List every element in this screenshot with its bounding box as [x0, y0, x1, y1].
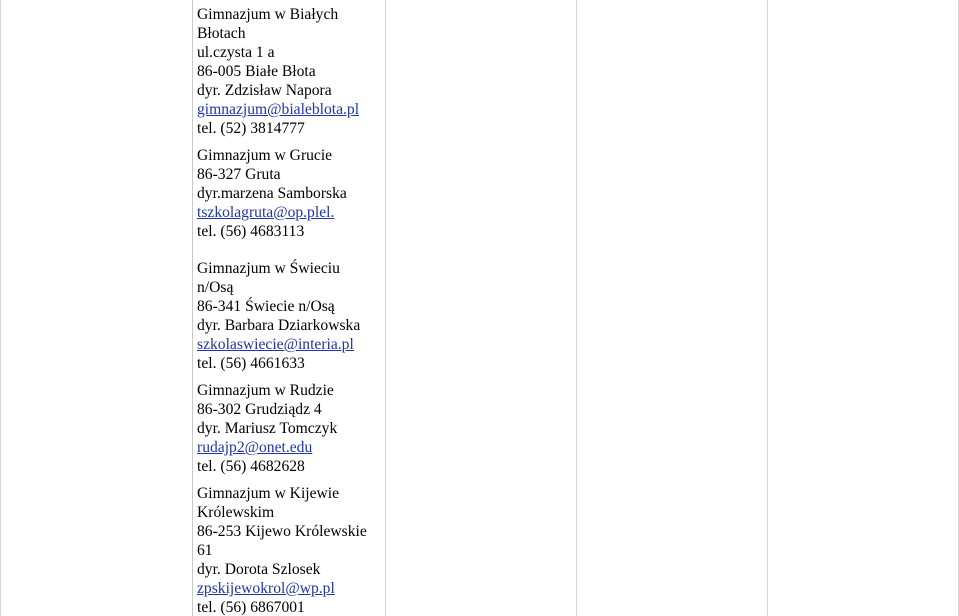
email-link[interactable]: tszkolagruta@op.plel.: [197, 204, 335, 221]
address-line: ul.czysta 1 a: [197, 44, 275, 61]
school-name-line: Gimnazjum w Kijewie: [197, 485, 340, 502]
school-name-line: Błotach: [197, 25, 246, 42]
school-name-line: Gimnazjum w Rudzie: [197, 382, 334, 399]
postal-line: 86-327 Gruta: [197, 166, 281, 183]
table-column-divider-3: [576, 0, 577, 616]
postal-line: 86-253 Kijewo Królewskie: [197, 523, 367, 540]
phone-line: tel. (56) 4682628: [197, 458, 305, 475]
table-column-divider-2: [385, 0, 386, 616]
phone-line: tel. (52) 3814777: [197, 120, 305, 137]
school-entry-ruda: [197, 381, 383, 476]
email-link[interactable]: szkolaswiecie@interia.pl: [197, 336, 354, 353]
postal-line: 86-341 Świecie n/Osą: [197, 298, 335, 315]
school-entry-gruta: [197, 146, 383, 241]
school-name-line: Gimnazjum w Białych: [197, 6, 339, 23]
director-line: dyr. Mariusz Tomczyk: [197, 420, 338, 437]
school-list: [197, 5, 383, 616]
director-line: dyr. Barbara Dziarkowska: [197, 317, 361, 334]
school-name-line: Królewskim: [197, 504, 275, 521]
school-name-line: Gimnazjum w Grucie: [197, 147, 333, 164]
school-name-line: Gimnazjum w Świeciu: [197, 260, 340, 277]
postal-line: 86-302 Grudziądz 4: [197, 401, 322, 418]
phone-line: tel. (56) 4683113: [197, 223, 305, 240]
postal-line: 86-005 Białe Błota: [197, 63, 316, 80]
director-line: dyr. Dorota Szlosek: [197, 561, 321, 578]
school-entry-biale-blota: [197, 5, 383, 138]
director-line: dyr. Zdzisław Napora: [197, 82, 332, 99]
director-line: dyr.marzena Samborska: [197, 185, 347, 202]
table-border-left: [0, 0, 1, 616]
phone-line: tel. (56) 4661633: [197, 355, 305, 372]
school-entry-swiecie: [197, 259, 383, 373]
email-link[interactable]: zpskijewokrol@wp.pl: [197, 580, 335, 597]
address-line: 61: [197, 542, 213, 559]
school-entry-kijewo: [197, 484, 383, 616]
email-link[interactable]: rudajp2@onet.edu: [197, 439, 313, 456]
table-column-divider-1: [192, 0, 193, 616]
school-name-line: n/Osą: [197, 279, 234, 296]
phone-line: tel. (56) 6867001: [197, 599, 305, 616]
email-link[interactable]: gimnazjum@bialeblota.pl: [197, 101, 360, 118]
table-column-divider-4: [767, 0, 768, 616]
